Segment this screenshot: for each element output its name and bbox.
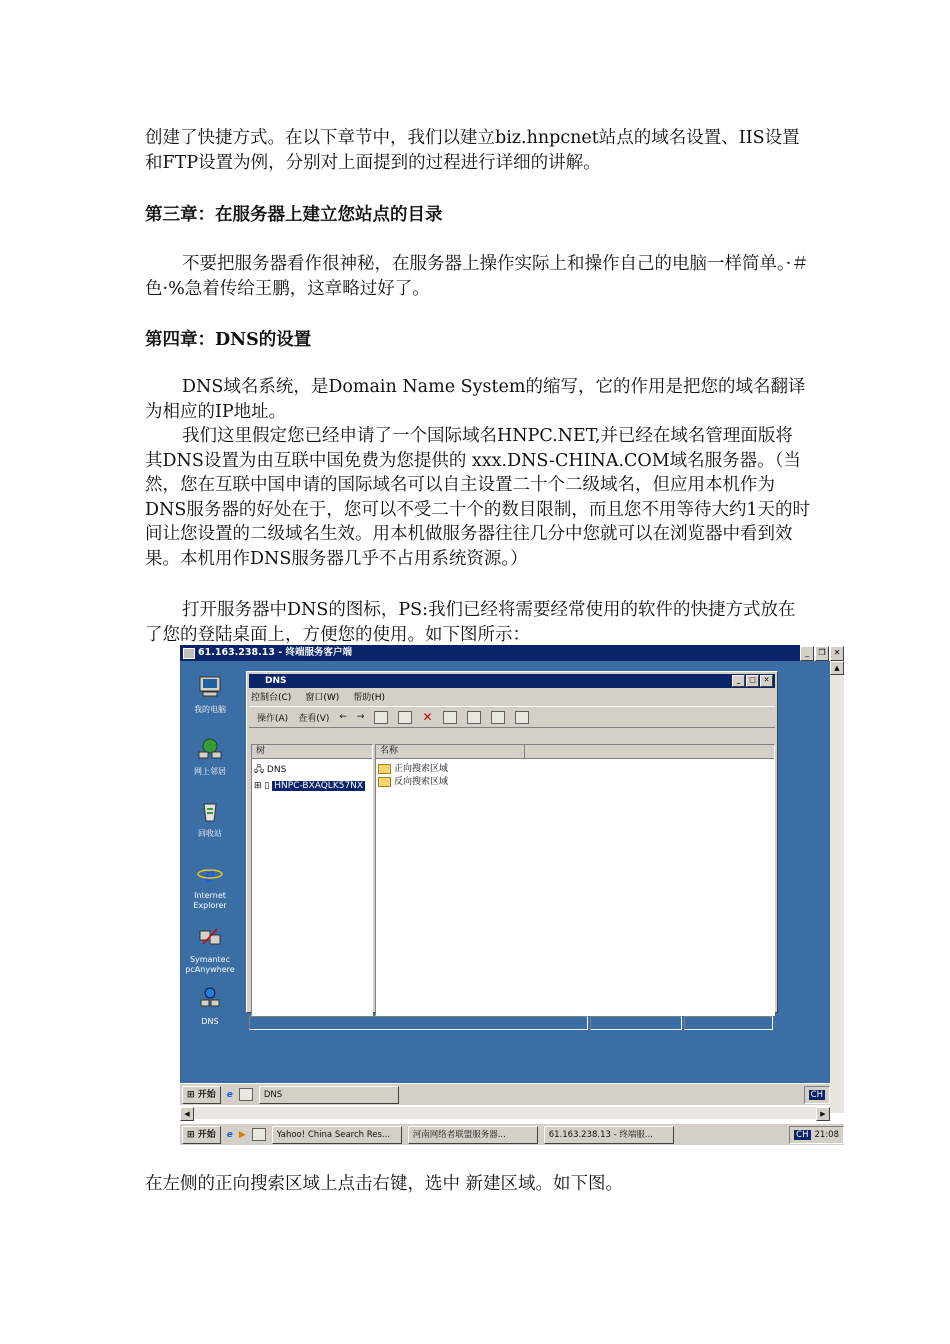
rdp-window-icon	[183, 648, 195, 659]
refresh-icon[interactable]	[467, 711, 481, 724]
task-label: Yahoo! China Search Res...	[276, 1129, 391, 1140]
rdp-title-text: 61.163.238.13 - 终端服务客户端	[198, 647, 352, 658]
maximize-icon[interactable]: □	[746, 675, 759, 687]
properties-icon[interactable]	[443, 711, 457, 724]
computer-icon	[197, 675, 223, 699]
column-divider	[524, 745, 525, 758]
name-column-header[interactable]: 名称	[380, 746, 399, 756]
status-pane	[590, 1016, 681, 1030]
chapter4-heading: 第四章：DNS的设置	[145, 330, 312, 350]
show-tree-icon[interactable]	[398, 711, 412, 724]
desktop-icon-pcanywhere[interactable]	[184, 925, 236, 975]
task-label: 河南网络者联盟服务器...	[412, 1129, 506, 1140]
list-item[interactable]	[378, 761, 772, 774]
remote-desktop-screenshot	[180, 645, 844, 1145]
remote-desktop	[180, 661, 830, 1105]
desktop-icon-network[interactable]	[184, 737, 236, 777]
dns-icon: 🖧	[254, 765, 265, 775]
status-pane	[684, 1016, 773, 1030]
start-button[interactable]	[182, 1126, 221, 1144]
language-indicator[interactable]: CH	[796, 1129, 809, 1140]
help-icon[interactable]	[515, 711, 529, 724]
close-icon[interactable]: ✕	[760, 675, 773, 687]
chapter3-heading: 第三章：在服务器上建立您站点的目录	[145, 205, 443, 225]
recycle-bin-icon	[197, 799, 223, 823]
desktop-icon-dns[interactable]	[184, 987, 236, 1027]
paragraph-chapter3: 不要把服务器看作很神秘，在服务器上操作实际上和操作自己的电脑一样简单。·＃色·%急着传给王鹏，这章略过好了。	[145, 254, 809, 299]
dns-icon	[197, 987, 223, 1011]
taskbar-task-rdp[interactable]	[544, 1126, 674, 1144]
up-folder-icon[interactable]	[374, 711, 388, 724]
desktop-icon-label: 我的电脑	[194, 705, 226, 714]
ie-quicklaunch-icon[interactable]: e	[226, 1129, 233, 1140]
ie-quicklaunch-icon[interactable]: e	[226, 1089, 233, 1100]
desktop-icon-recycle-bin[interactable]	[184, 799, 236, 839]
dns-menu-bar	[247, 690, 777, 706]
back-arrow-icon[interactable]: ←	[339, 712, 347, 722]
desktop-quicklaunch-icon[interactable]	[239, 1088, 253, 1101]
status-pane	[249, 1016, 588, 1030]
media-player-icon[interactable]: ▶	[238, 1129, 246, 1140]
desktop-icon-label: DNS	[201, 1017, 219, 1026]
tree-item-server[interactable]	[254, 781, 370, 791]
paragraph-right-click: 在左侧的正向搜索区域上点击右键，选中 新建区域。如下图。	[145, 1174, 624, 1194]
restore-icon[interactable]: ❐	[815, 646, 829, 661]
export-list-icon[interactable]	[491, 711, 505, 724]
start-label: 开始	[197, 1129, 216, 1140]
desktop-icon-internet-explorer[interactable]	[184, 861, 236, 911]
windows-logo-icon: ⊞	[187, 1129, 195, 1140]
taskbar-task-henan[interactable]	[408, 1126, 538, 1144]
remote-start-button[interactable]	[182, 1086, 221, 1104]
paragraph-dns-assumption: 我们这里假定您已经申请了一个国际域名HNPC.NET,并已经在域名管理面版将其DNS设置为由互联中国免费为您提供的 xxx.DNS-CHINA.COM域名服务器。（当然，您在互联中国申请的国际域名可以自主设置二十个二级域名，但应用本机作为DNS服务器的好处在于，您可以不受二十个的数目限制，而且您不用等待大约1天的时间让您设置的二级域名生效。用本机做服务器往往几分中您就可以在浏览器中看到效果。本机用作DNS服务器几乎不占用系统资源。）	[145, 426, 810, 569]
language-indicator[interactable]: CH	[810, 1089, 823, 1100]
tree-header[interactable]: 树	[252, 745, 372, 759]
remote-system-tray	[804, 1086, 830, 1104]
tree-content	[252, 759, 372, 794]
local-taskbar	[180, 1123, 844, 1145]
desktop-icon-label: 回收站	[198, 829, 222, 838]
ie-icon	[197, 861, 223, 885]
tree-item-label: DNS	[266, 765, 287, 775]
menu-help[interactable]: 帮助(H)	[353, 693, 386, 703]
tree-pane	[251, 744, 373, 1016]
list-header[interactable]	[376, 745, 774, 759]
menu-view[interactable]: 查看(V)	[298, 713, 330, 724]
desktop-icon-label: Symantec pcAnywhere	[185, 955, 235, 974]
scroll-up-icon[interactable]: ▲	[830, 661, 844, 675]
paragraph-open-dns: 打开服务器中DNS的图标，PS:我们已经将需要经常使用的软件的快捷方式放在了您的登陆桌面上，方便您的使用。如下图所示：	[145, 600, 796, 645]
desktop-icon-my-computer[interactable]	[184, 675, 236, 715]
windows-logo-icon: ⊞	[187, 1089, 195, 1100]
dns-console-window	[246, 671, 778, 1013]
menu-console[interactable]: 控制台(C)	[251, 693, 292, 703]
taskbar-dns-button[interactable]	[259, 1086, 399, 1104]
desktop-icon-label: 网上邻居	[194, 767, 226, 776]
system-tray	[789, 1126, 844, 1144]
scroll-right-icon[interactable]: ▶	[816, 1107, 830, 1121]
server-icon: ▯	[264, 781, 270, 791]
pcanywhere-icon	[197, 925, 223, 949]
vertical-scrollbar[interactable]	[830, 661, 844, 1113]
tree-item-label: HNPC-BXAQLK57NX	[274, 781, 364, 791]
list-item-label: 反向搜索区域	[394, 777, 449, 787]
dns-window-title-bar	[249, 674, 775, 688]
expand-icon[interactable]: ⊞	[254, 781, 262, 791]
desktop-quicklaunch-icon[interactable]	[252, 1128, 266, 1141]
rdp-title-bar	[180, 645, 800, 661]
task-label: 61.163.238.13 - 终端服...	[548, 1129, 653, 1140]
list-pane	[375, 744, 775, 1016]
dns-toolbar	[249, 706, 775, 728]
remote-taskbar	[180, 1083, 830, 1105]
paragraph-dns-definition: DNS域名系统，是Domain Name System的缩写，它的作用是把您的域名翻译为相应的IP地址。	[145, 377, 806, 422]
scroll-left-icon[interactable]: ◀	[180, 1107, 194, 1121]
taskbar-task-yahoo[interactable]	[272, 1126, 402, 1144]
clock: 21:08	[814, 1129, 839, 1140]
dns-status-bar	[249, 1016, 773, 1030]
paragraph-intro: 创建了快捷方式。在以下章节中，我们以建立biz.hnpcnet站点的域名设置、IIS设置和FTP设置为例，分别对上面提到的过程进行详细的讲解。	[145, 128, 800, 173]
close-icon[interactable]: ✕	[830, 646, 844, 661]
start-label: 开始	[197, 1089, 216, 1100]
minimize-icon[interactable]: _	[732, 675, 745, 687]
dns-window-title: DNS	[265, 676, 287, 686]
task-label: DNS	[263, 1089, 283, 1100]
list-item-label: 正向搜索区域	[394, 764, 449, 774]
list-item[interactable]	[378, 774, 772, 787]
folder-icon	[378, 777, 391, 787]
delete-icon[interactable]: ✕	[422, 710, 433, 724]
folder-icon	[378, 764, 391, 774]
horizontal-scrollbar[interactable]	[180, 1107, 830, 1119]
minimize-icon[interactable]: _	[800, 646, 814, 661]
tree-item-dns[interactable]	[254, 762, 370, 778]
menu-action[interactable]: 操作(A)	[257, 713, 289, 724]
menu-window[interactable]: 窗口(W)	[305, 693, 340, 703]
list-content	[376, 759, 774, 789]
svg-text:e: e	[204, 862, 216, 885]
desktop-icon-label: Internet Explorer	[193, 891, 227, 910]
rdp-window-controls	[800, 645, 844, 661]
network-icon	[197, 737, 223, 761]
forward-arrow-icon[interactable]: →	[356, 712, 365, 722]
